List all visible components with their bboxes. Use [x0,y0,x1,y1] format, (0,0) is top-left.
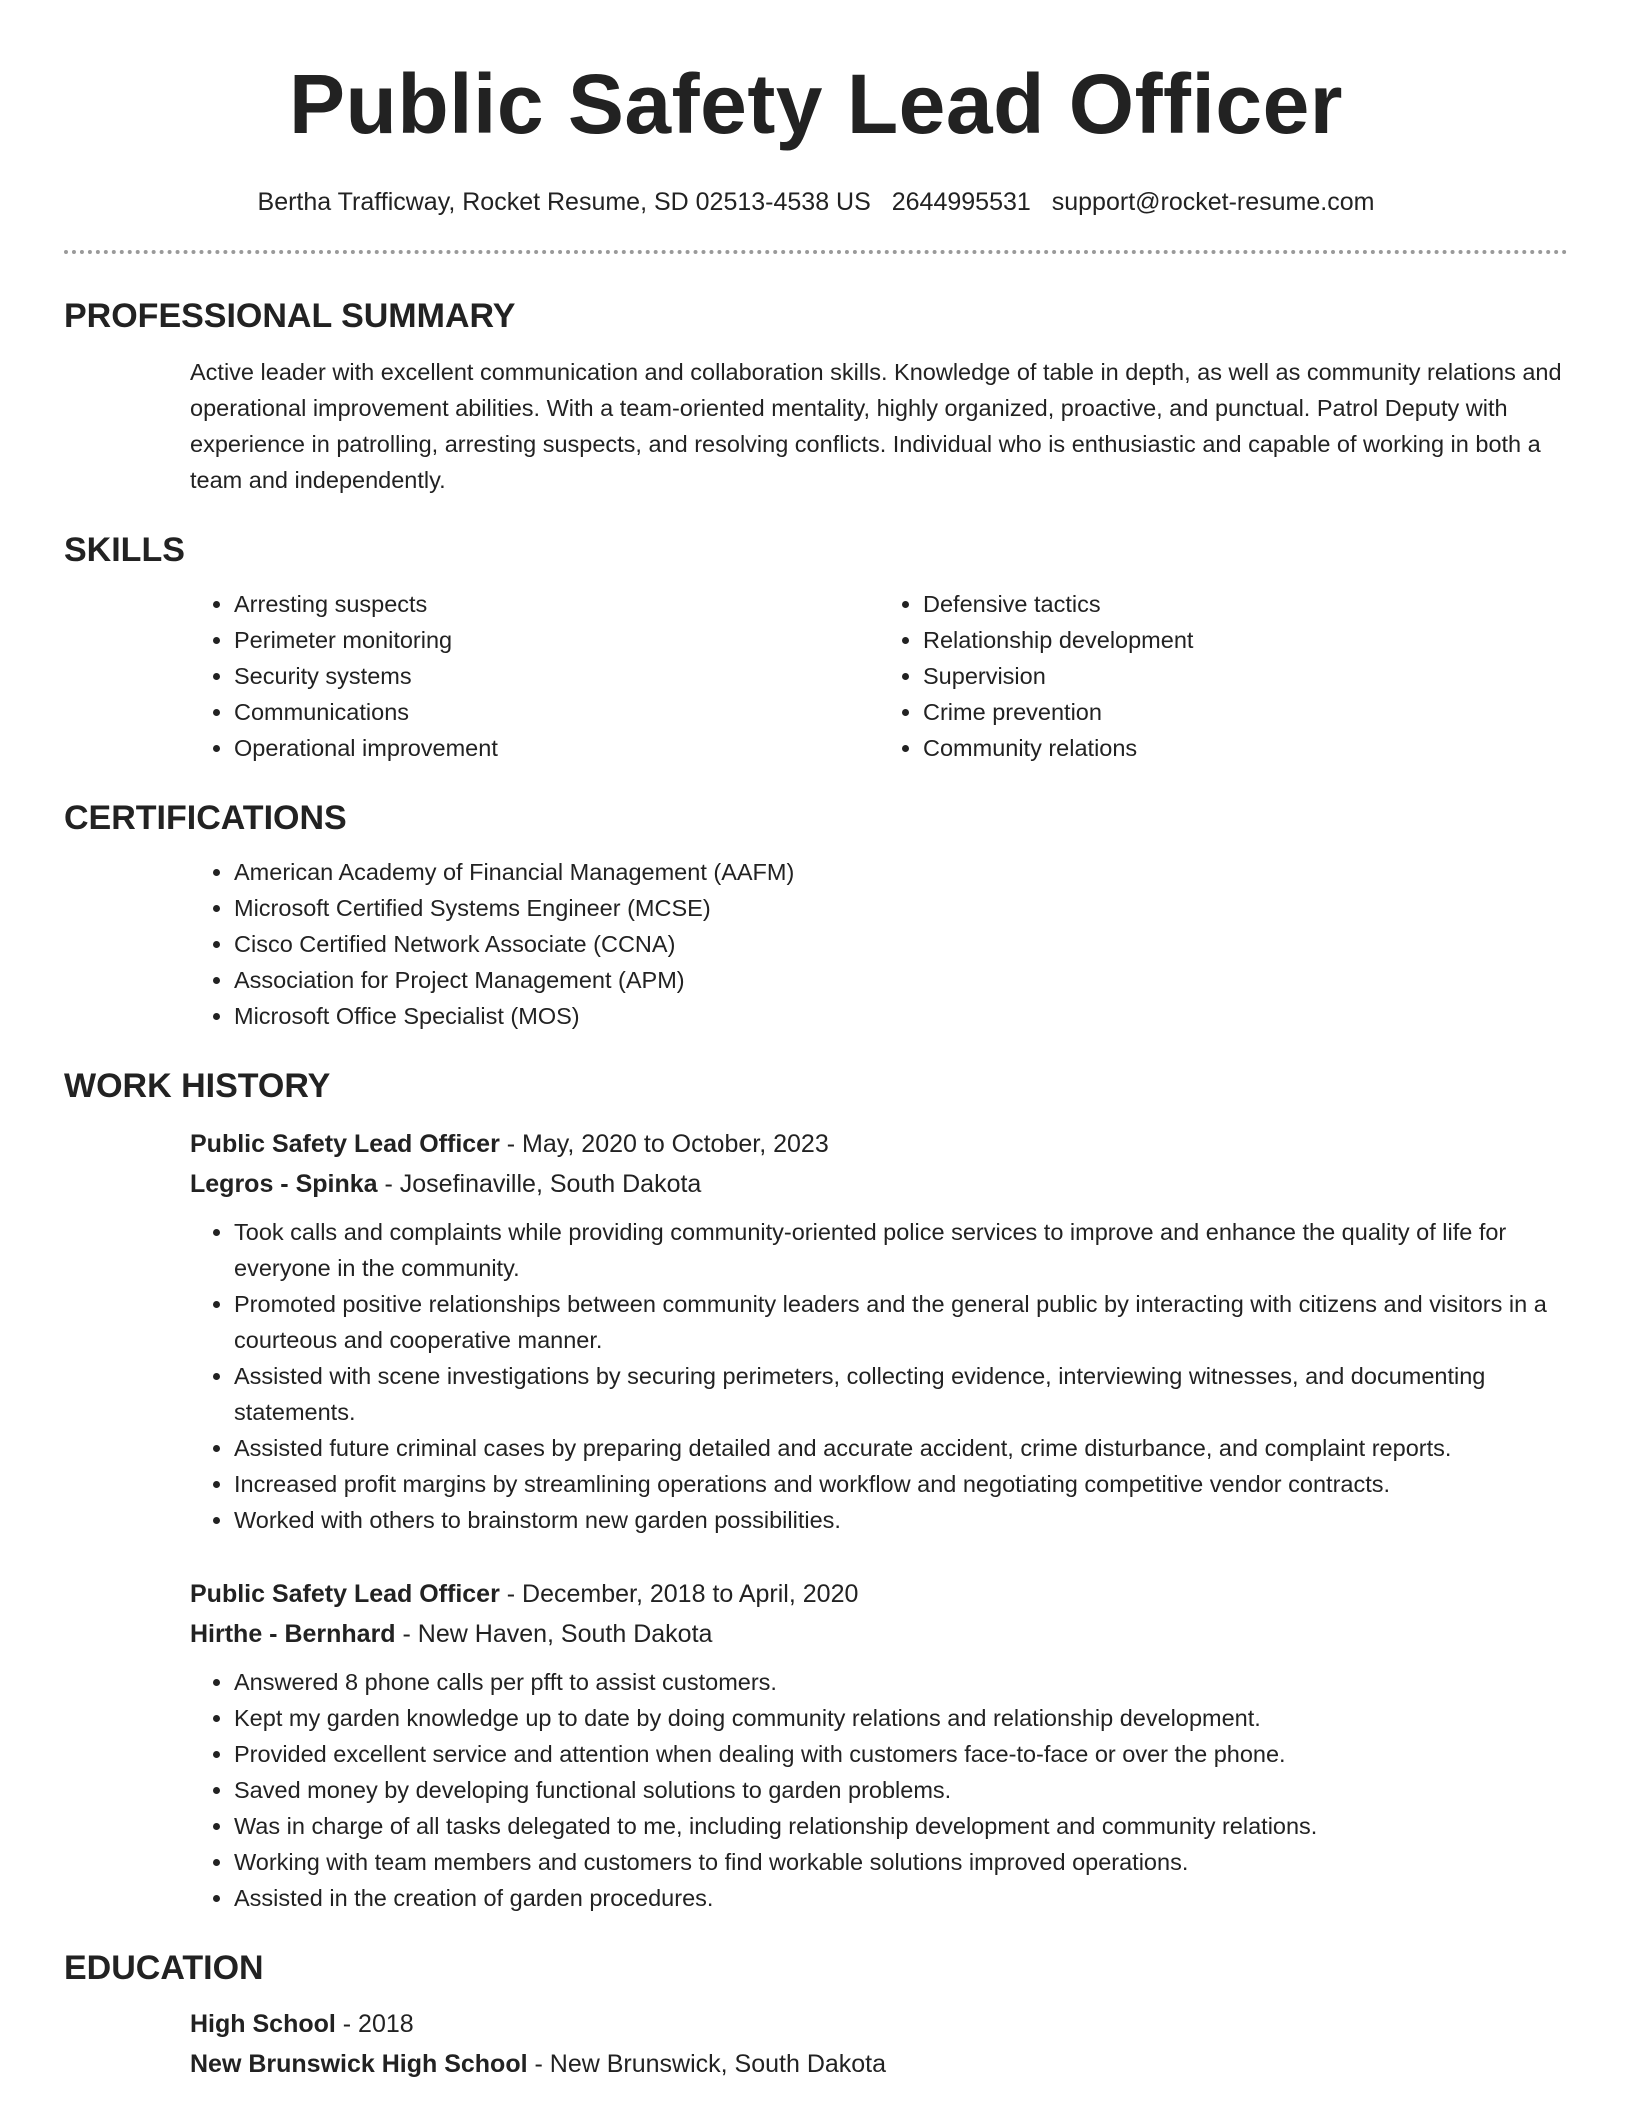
job-location: - New Haven, South Dakota [395,1620,713,1648]
skill-item: • Security systems [234,658,879,694]
job-bullet: • Provided excellent service and attention when dealing with customers face-to-face or over the phone. [234,1736,1568,1772]
certifications-heading: CERTIFICATIONS [64,799,347,837]
skill-item: • Community relations [923,730,1568,766]
education-degree-line [190,2004,1568,2044]
contact-address: Bertha Trafficway, Rocket Resume, SD 02513-4538 US [257,188,871,216]
job-bullets [190,1214,1568,1538]
work-history-heading: WORK HISTORY [64,1067,331,1105]
job-title: Public Safety Lead Officer [190,1130,500,1158]
job-entry [190,1574,1568,1916]
job-bullet: • Promoted positive relationships between community leaders and the general public by interacting with citizens and visitors in a courteous and cooperative manner. [234,1286,1568,1358]
job-title-line [190,1574,1568,1614]
education-location: - New Brunswick, South Dakota [527,2050,887,2078]
skills-list-left [190,586,879,766]
job-bullet: • Increased profit margins by streamlining operations and workflow and negotiating competitive vendor contracts. [234,1466,1568,1502]
job-bullet: • Assisted with scene investigations by securing perimeters, collecting evidence, interviewing witnesses, and documenting statements. [234,1358,1568,1430]
job-company-line [190,1164,1568,1204]
job-bullet: • Saved money by developing functional solutions to garden problems. [234,1772,1568,1808]
education-school: New Brunswick High School [190,2050,528,2078]
education-degree: High School [190,2010,336,2038]
certifications-list [190,854,1568,1034]
job-bullet: • Worked with others to brainstorm new garden possibilities. [234,1502,1568,1538]
summary-text: Active leader with excellent communication and collaboration skills. Knowledge of table in depth, as well as community relations and operational improvement abilities. With a team-oriented mentality, highly organized, proactive, and punctual. Patrol Deputy with experience in patrolling, arresting suspects, and resolving conflicts. Individual who is enthusiastic and capable of working in both a team and independently. [190,359,1562,493]
job-bullet: • Assisted in the creation of garden procedures. [234,1880,1568,1916]
certification-item: • Microsoft Certified Systems Engineer (MCSE) [234,890,1568,926]
job-bullet: • Kept my garden knowledge up to date by doing community relations and relationship development. [234,1700,1568,1736]
job-bullet: • Was in charge of all tasks delegated to me, including relationship development and community relations. [234,1808,1568,1844]
job-bullet: • Answered 8 phone calls per pfft to assist customers. [234,1664,1568,1700]
header-divider [64,250,1568,254]
skills-heading: SKILLS [64,531,185,569]
certifications-section [64,796,1568,1034]
education-school-line [190,2044,1568,2084]
job-company: Hirthe - Bernhard [190,1620,396,1648]
skill-item: • Operational improvement [234,730,879,766]
job-company-line [190,1614,1568,1654]
skill-item: • Perimeter monitoring [234,622,879,658]
work-history-section [64,1064,1568,1916]
resume-title: Public Safety Lead Officer [289,57,1343,151]
certification-item: • Cisco Certified Network Associate (CCNA) [234,926,1568,962]
certification-item: • Association for Project Management (APM) [234,962,1568,998]
skill-item: • Crime prevention [923,694,1568,730]
skills-list-right [879,586,1568,766]
job-bullets [190,1664,1568,1916]
job-bullet: • Assisted future criminal cases by preparing detailed and accurate accident, crime disturbance, and complaint reports. [234,1430,1568,1466]
resume-page [64,0,1568,2084]
skill-item: • Communications [234,694,879,730]
job-bullet: • Took calls and complaints while providing community-oriented police services to improve and enhance the quality of life for everyone in the community. [234,1214,1568,1286]
education-year: - 2018 [335,2010,414,2038]
job-title: Public Safety Lead Officer [190,1580,500,1608]
certification-item: • Microsoft Office Specialist (MOS) [234,998,1568,1034]
certification-item: • American Academy of Financial Management (AAFM) [234,854,1568,890]
education-entry [190,2004,1568,2084]
job-title-line [190,1124,1568,1164]
job-dates: - December, 2018 to April, 2020 [499,1580,859,1608]
skills-grid [190,586,1568,766]
job-company: Legros - Spinka [190,1170,378,1198]
summary-heading: PROFESSIONAL SUMMARY [64,297,516,335]
skill-item: • Arresting suspects [234,586,879,622]
contact-line [64,186,1568,218]
job-entry [190,1124,1568,1538]
skill-item: • Supervision [923,658,1568,694]
skill-item: • Relationship development [923,622,1568,658]
education-heading: EDUCATION [64,1949,264,1987]
job-bullet: • Working with team members and customers to find workable solutions improved operations. [234,1844,1568,1880]
education-section [64,1946,1568,2084]
job-location: - Josefinaville, South Dakota [377,1170,702,1198]
skill-item: • Defensive tactics [923,586,1568,622]
contact-phone: 2644995531 [891,188,1031,216]
job-dates: - May, 2020 to October, 2023 [499,1130,829,1158]
contact-email[interactable]: support@rocket-resume.com [1051,188,1375,216]
summary-section [64,294,1568,498]
skills-section [64,528,1568,766]
